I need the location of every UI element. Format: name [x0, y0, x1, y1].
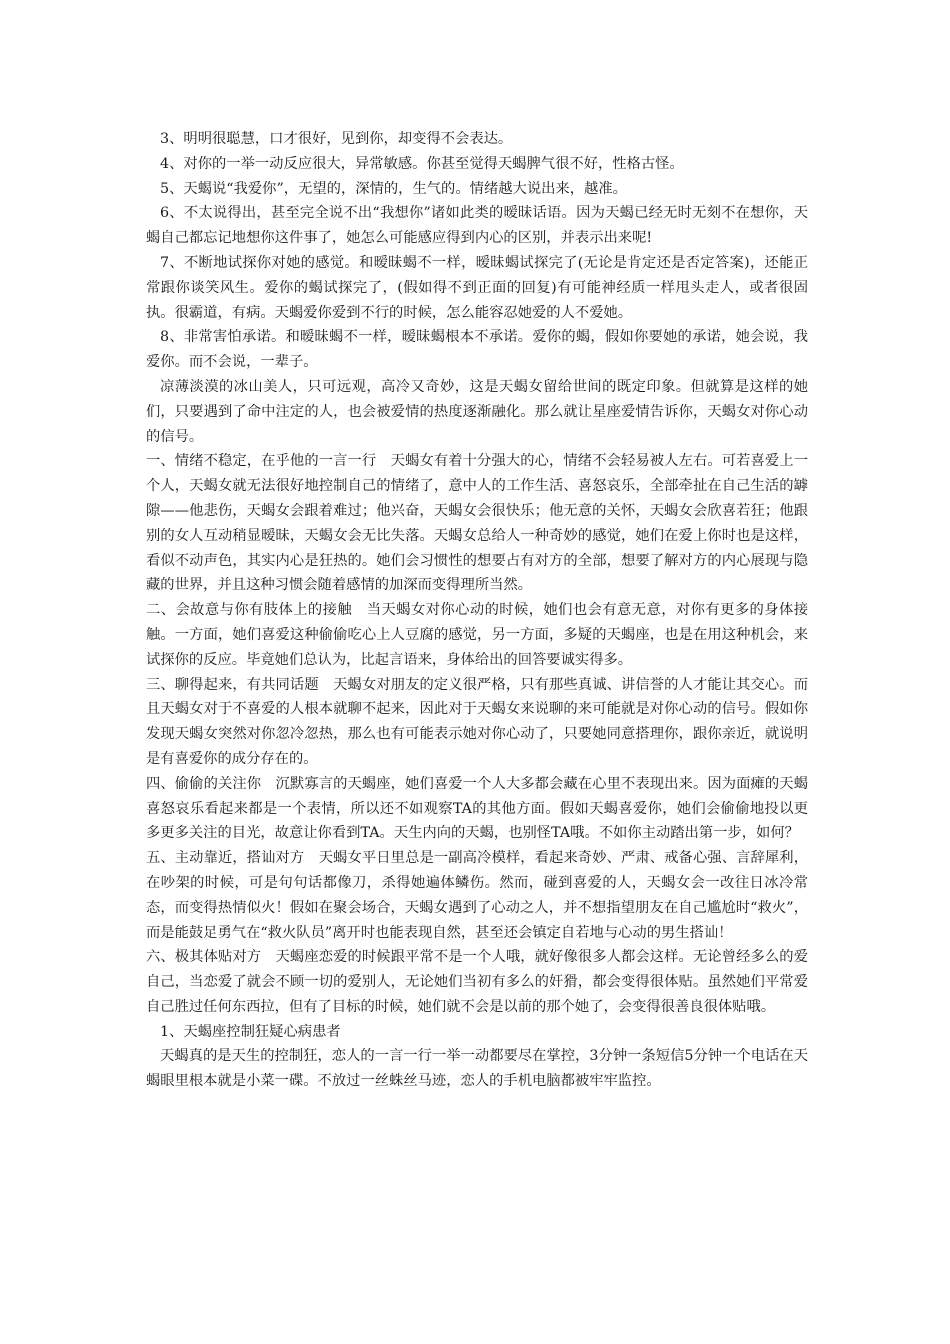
paragraph-point-3: 3、明明很聪慧，口才很好，见到你，却变得不会表达。: [160, 131, 513, 147]
paragraph-point-4: 4、对你的一举一动反应很大，异常敏感。你甚至觉得天蝎脾气很不好，性格古怪。: [160, 155, 684, 172]
paragraph-section-4: 四、偷偷的关注你 沉默寡言的天蝎座，她们喜爱一个人大多都会藏在心里不表现出来。因为面瘫的天蝎喜怒哀乐看起来都是一个表情，所以还不如观察TA的其他方面。假如天蝎喜爱你，她们会偷偷地投以更多更多关注的目光，故意让你看到TA。天生内向的天蝎，也别怪TA哦。不如你主动踏出第一步，如何？: [146, 775, 808, 842]
paragraph-control-body: 天蝎真的是天生的控制狂，恋人的一言一行一举一动都要尽在掌控，3分钟一条短信5分钟一个电话在天蝎眼里根本就是小菜一碟。不放过一丝蛛丝马迹，恋人的手机电脑都被牢牢监控。: [146, 1048, 808, 1090]
paragraph-section-6: 六、极其体贴对方 天蝎座恋爱的时候跟平常不是一个人哦，就好像很多人都会这样。无论曾经多么的爱自己，当恋爱了就会不顾一切的爱别人，无论她们当初有多么的奸猾，都会变得很体贴。虽然她们平常爱自己胜过任何东西拉，但有了目标的时候，她们就不会是以前的那个她了，会变得很善良很体贴哦。: [146, 949, 808, 1015]
paragraph-point-8: 8、非常害怕承诺。和暧昧蝎不一样，暧昧蝎根本不承诺。爱你的蝎，假如你要她的承诺，她会说，我爱你。而不会说，一辈子。: [146, 329, 808, 371]
paragraph-heading-control: 1、天蝎座控制狂疑心病患者: [160, 1023, 341, 1040]
paragraph-point-6: 6、不太说得出，甚至完全说不出“我想你”诸如此类的暧昧话语。因为天蝎已经无时无刻不在想你，天蝎自己都忘记地想你这件事了，她怎么可能感应得到内心的区别，并表示出来呢!: [146, 205, 808, 247]
paragraph-section-2: 二、会故意与你有肢体上的接触 当天蝎女对你心动的时候，她们也会有意无意，对你有更多的身体接触。一方面，她们喜爱这种偷偷吃心上人豆腐的感觉，另一方面，多疑的天蝎座，也是在用这种机会，来试探你的反应。毕竟她们总认为，比起言语来，身体给出的回答要诚实得多。: [146, 602, 808, 668]
paragraph-section-3: 三、聊得起来，有共同话题 天蝎女对朋友的定义很严格，只有那些真诚、讲信誉的人才能让其交心。而且天蝎女对于不喜爱的人根本就聊不起来，因此对于天蝎女来说聊的来可能就是对你心动的信号。假如你发现天蝎女突然对你忽冷忽热，那么也有可能表示她对你心动了，只要她同意搭理你，跟你亲近，就说明是有喜爱你的成分存在的。: [146, 676, 808, 767]
paragraph-section-1: 一、情绪不稳定，在乎他的一言一行 天蝎女有着十分强大的心，情绪不会轻易被人左右。可若喜爱上一个人，天蝎女就无法很好地控制自己的情绪了，意中人的工作生活、喜怒哀乐，全部牵扯在自己生活的罅隙——他悲伤，天蝎女会跟着难过；他兴奋，天蝎女会很快乐；他无意的关怀，天蝎女会欣喜若狂；他跟别的女人互动稍显暧昧，天蝎女会无比失落。天蝎女总给人一种奇妙的感觉，她们在爱上你时也是这样，看似不动声色，其实内心是狂热的。她们会习惯性的想要占有对方的全部，想要了解对方的内心展现与隐藏的世界，并且这种习惯会随着感情的加深而变得理所当然。: [146, 453, 808, 594]
paragraph-section-5: 五、主动靠近，搭讪对方 天蝎女平日里总是一副高冷模样，看起来奇妙、严肃、戒备心强、言辞犀利，在吵架的时候，可是句句话都像刀，杀得她遍体鳞伤。然而，碰到喜爱的人，天蝎女会一改往日冰冷常态，而变得热情似火！假如在聚会场合，天蝎女遇到了心动之人，并不想指望朋友在自己尴尬时“救火”，而是能鼓足勇气在“救火队员”离开时也能表现自然，甚至还会镇定自若地与心动的男生搭讪！: [146, 850, 808, 941]
document-page: [146, 127, 808, 1094]
paragraph-intro: 凉薄淡漠的冰山美人，只可远观，高冷又奇妙，这是天蝎女留给世间的既定印象。但就算是这样的她们，只要遇到了命中注定的人，也会被爱情的热度逐渐融化。那么就让星座爱情告诉你，天蝎女对你心动的信号。: [146, 378, 808, 445]
paragraph-point-7: 7、不断地试探你对她的感觉。和暧昧蝎不一样，暧昧蝎试探完了(无论是肯定还是否定答案)，还能正常跟你谈笑风生。爱你的蝎试探完了，(假如得不到正面的回复)有可能神经质一样甩头走人，或者很固执。很霸道，有病。天蝎爱你爱到不行的时候，怎么能容忍她爱的人不爱她。: [146, 254, 808, 321]
paragraph-point-5: 5、天蝎说“我爱你”，无望的，深情的，生气的。情绪越大说出来，越准。: [160, 180, 627, 197]
